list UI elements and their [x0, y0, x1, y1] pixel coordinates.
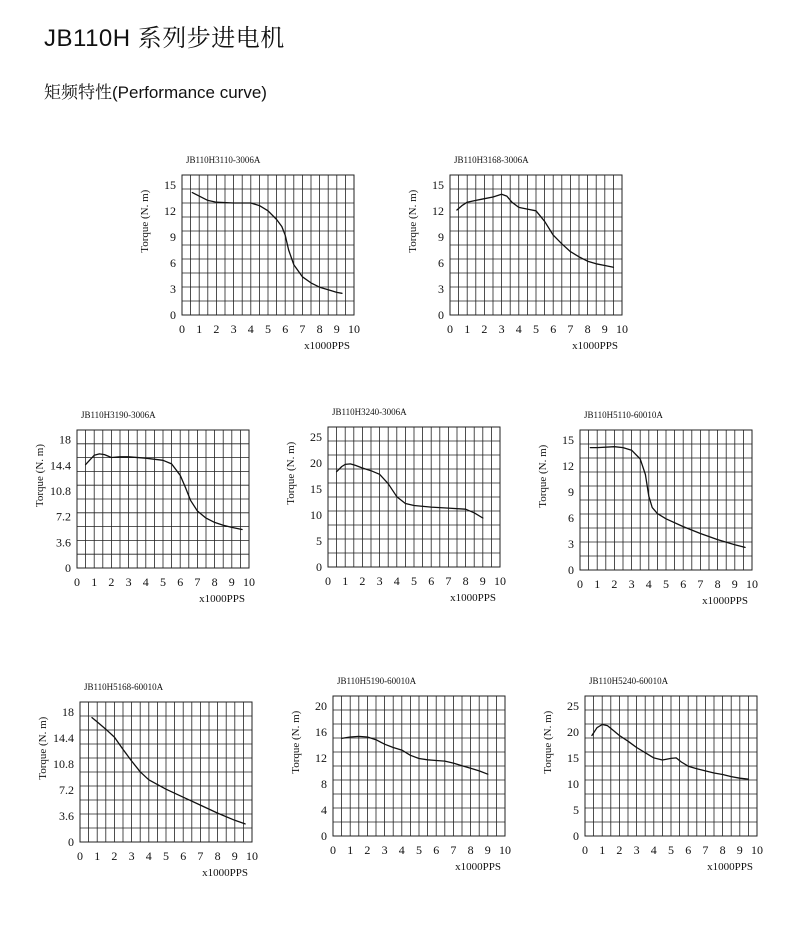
y-tick-label: 12 — [562, 458, 574, 473]
chart-title: JB110H5190-60010A — [337, 676, 417, 686]
chart-title: JB110H3190-3006A — [81, 410, 156, 420]
x-axis-label: x1000PPS — [199, 593, 245, 605]
x-tick-label: 6 — [177, 575, 184, 589]
y-axis-label: Torque (N. m) — [285, 441, 297, 505]
x-tick-label: 0 — [325, 574, 331, 588]
y-tick-label: 20 — [315, 698, 327, 713]
y-tick-label: 0 — [68, 835, 74, 849]
chart-title: JB110H3168-3006A — [454, 155, 529, 165]
x-tick-label: 9 — [601, 322, 608, 336]
x-tick-label: 3 — [633, 843, 640, 857]
y-tick-label: 18 — [62, 704, 74, 719]
chart-title: JB110H3240-3006A — [332, 407, 407, 417]
y-tick-label: 9 — [438, 229, 444, 244]
x-tick-label: 7 — [194, 575, 201, 589]
x-tick-label: 7 — [702, 843, 709, 857]
y-tick-label: 8 — [321, 776, 327, 791]
x-tick-label: 4 — [247, 322, 254, 336]
x-tick-label: 4 — [650, 843, 657, 857]
x-tick-label: 8 — [714, 577, 721, 591]
x-tick-label: 0 — [582, 843, 588, 857]
chart-title: JB110H5168-60010A — [84, 682, 164, 692]
chart-title: JB110H5240-60010A — [589, 676, 669, 686]
x-tick-label: 4 — [645, 577, 652, 591]
x-tick-label: 2 — [111, 849, 118, 863]
x-tick-label: 3 — [628, 577, 635, 591]
x-tick-label: 1 — [599, 843, 606, 857]
y-tick-label: 15 — [567, 750, 579, 765]
y-tick-label: 18 — [59, 432, 71, 447]
x-tick-label: 1 — [347, 843, 354, 857]
x-tick-label: 8 — [316, 322, 323, 336]
x-tick-label: 5 — [163, 849, 169, 863]
x-tick-label: 8 — [719, 843, 726, 857]
x-axis-label: x1000PPS — [450, 592, 496, 604]
x-tick-label: 4 — [398, 843, 405, 857]
x-tick-label: 7 — [697, 577, 704, 591]
x-tick-label: 6 — [180, 849, 187, 863]
x-tick-label: 10 — [499, 843, 511, 857]
x-tick-label: 5 — [411, 574, 417, 588]
y-tick-label: 15 — [310, 481, 322, 496]
x-tick-label: 9 — [484, 843, 491, 857]
y-axis-label: Torque (N. m) — [139, 189, 151, 253]
y-tick-label: 4 — [321, 802, 327, 817]
x-tick-label: 1 — [196, 322, 203, 336]
x-tick-label: 5 — [416, 843, 422, 857]
y-tick-label: 5 — [316, 533, 322, 548]
y-tick-label: 9 — [568, 484, 574, 499]
y-tick-label: 0 — [321, 829, 327, 843]
x-tick-label: 7 — [450, 843, 457, 857]
chart-title: JB110H3110-3006A — [186, 155, 261, 165]
x-tick-label: 10 — [616, 322, 628, 336]
x-tick-label: 3 — [230, 322, 237, 336]
x-tick-label: 6 — [685, 843, 692, 857]
y-tick-label: 25 — [310, 429, 322, 444]
x-tick-label: 8 — [462, 574, 469, 588]
x-tick-label: 2 — [213, 322, 220, 336]
x-tick-label: 5 — [265, 322, 271, 336]
x-tick-label: 4 — [142, 575, 149, 589]
y-tick-label: 3.6 — [59, 808, 74, 823]
y-tick-label: 15 — [432, 177, 444, 192]
x-tick-label: 2 — [359, 574, 366, 588]
y-tick-label: 20 — [310, 455, 322, 470]
y-tick-label: 6 — [438, 255, 444, 270]
x-tick-label: 5 — [533, 322, 539, 336]
x-tick-label: 10 — [751, 843, 763, 857]
y-axis-label: Torque (N. m) — [537, 444, 549, 508]
y-tick-label: 0 — [316, 560, 322, 574]
x-axis-label: x1000PPS — [572, 340, 618, 352]
x-tick-label: 10 — [746, 577, 758, 591]
y-tick-label: 10.8 — [53, 756, 74, 771]
x-tick-label: 0 — [330, 843, 336, 857]
x-tick-label: 2 — [481, 322, 488, 336]
x-tick-label: 1 — [594, 577, 601, 591]
x-tick-label: 0 — [77, 849, 83, 863]
y-tick-label: 15 — [164, 177, 176, 192]
x-tick-label: 9 — [479, 574, 486, 588]
y-tick-label: 25 — [567, 698, 579, 713]
x-tick-label: 2 — [364, 843, 371, 857]
x-tick-label: 1 — [464, 322, 471, 336]
x-tick-label: 9 — [231, 849, 238, 863]
x-axis-label: x1000PPS — [455, 861, 501, 873]
x-axis-label: x1000PPS — [304, 340, 350, 352]
x-tick-label: 8 — [584, 322, 591, 336]
x-tick-label: 4 — [393, 574, 400, 588]
x-tick-label: 5 — [668, 843, 674, 857]
y-tick-label: 5 — [573, 802, 579, 817]
y-tick-label: 7.2 — [56, 509, 71, 524]
y-tick-label: 10.8 — [50, 483, 71, 498]
x-tick-label: 6 — [680, 577, 687, 591]
x-tick-label: 9 — [228, 575, 235, 589]
x-tick-label: 4 — [515, 322, 522, 336]
grid — [585, 696, 757, 836]
x-tick-label: 5 — [160, 575, 166, 589]
y-axis-label: Torque (N. m) — [542, 710, 554, 774]
y-axis-label: Torque (N. m) — [37, 716, 49, 780]
x-tick-label: 10 — [348, 322, 360, 336]
y-tick-label: 3 — [170, 281, 176, 296]
chart-title: JB110H5110-60010A — [584, 410, 663, 420]
x-tick-label: 0 — [447, 322, 453, 336]
x-tick-label: 0 — [577, 577, 583, 591]
x-tick-label: 2 — [611, 577, 618, 591]
x-tick-label: 4 — [145, 849, 152, 863]
x-tick-label: 9 — [731, 577, 738, 591]
x-tick-label: 9 — [736, 843, 743, 857]
y-tick-label: 16 — [315, 724, 327, 739]
x-tick-label: 9 — [333, 322, 340, 336]
x-tick-label: 6 — [550, 322, 557, 336]
y-axis-label: Torque (N. m) — [34, 444, 46, 508]
x-tick-label: 7 — [567, 322, 574, 336]
y-tick-label: 3 — [438, 281, 444, 296]
x-tick-label: 3 — [125, 575, 132, 589]
x-tick-label: 10 — [243, 575, 255, 589]
x-tick-label: 1 — [91, 575, 98, 589]
y-tick-label: 3.6 — [56, 535, 71, 550]
y-tick-label: 14.4 — [53, 730, 74, 745]
x-tick-label: 8 — [467, 843, 474, 857]
x-tick-label: 1 — [342, 574, 349, 588]
y-tick-label: 0 — [568, 563, 574, 577]
x-tick-label: 3 — [376, 574, 383, 588]
y-axis-label: Torque (N. m) — [290, 710, 302, 774]
x-tick-label: 6 — [282, 322, 289, 336]
y-tick-label: 9 — [170, 229, 176, 244]
y-tick-label: 6 — [170, 255, 176, 270]
x-tick-label: 8 — [211, 575, 218, 589]
x-tick-label: 0 — [74, 575, 80, 589]
y-tick-label: 10 — [310, 507, 322, 522]
x-tick-label: 6 — [428, 574, 435, 588]
x-tick-label: 8 — [214, 849, 221, 863]
x-tick-label: 7 — [445, 574, 452, 588]
x-tick-label: 3 — [498, 322, 505, 336]
x-tick-label: 7 — [299, 322, 306, 336]
x-tick-label: 7 — [197, 849, 204, 863]
x-tick-label: 0 — [179, 322, 185, 336]
page-subtitle: 矩频特性(Performance curve) — [44, 83, 267, 102]
x-axis-label: x1000PPS — [702, 595, 748, 607]
x-tick-label: 10 — [494, 574, 506, 588]
y-axis-label: Torque (N. m) — [407, 189, 419, 253]
y-tick-label: 12 — [164, 203, 176, 218]
x-tick-label: 5 — [663, 577, 669, 591]
x-tick-label: 3 — [128, 849, 135, 863]
x-tick-label: 3 — [381, 843, 388, 857]
y-tick-label: 0 — [573, 829, 579, 843]
x-tick-label: 2 — [108, 575, 115, 589]
y-tick-label: 3 — [568, 536, 574, 551]
x-axis-label: x1000PPS — [707, 861, 753, 873]
y-tick-label: 7.2 — [59, 782, 74, 797]
y-tick-label: 14.4 — [50, 458, 71, 473]
x-tick-label: 1 — [94, 849, 101, 863]
y-tick-label: 0 — [170, 308, 176, 322]
y-tick-label: 12 — [315, 750, 327, 765]
x-axis-label: x1000PPS — [202, 867, 248, 879]
x-tick-label: 2 — [616, 843, 623, 857]
y-tick-label: 20 — [567, 724, 579, 739]
x-tick-label: 10 — [246, 849, 258, 863]
y-tick-label: 0 — [65, 561, 71, 575]
x-tick-label: 6 — [433, 843, 440, 857]
y-tick-label: 15 — [562, 432, 574, 447]
y-tick-label: 0 — [438, 308, 444, 322]
page-title: JB110H 系列步进电机 — [44, 25, 285, 52]
y-tick-label: 6 — [568, 510, 574, 525]
y-tick-label: 12 — [432, 203, 444, 218]
y-tick-label: 10 — [567, 776, 579, 791]
